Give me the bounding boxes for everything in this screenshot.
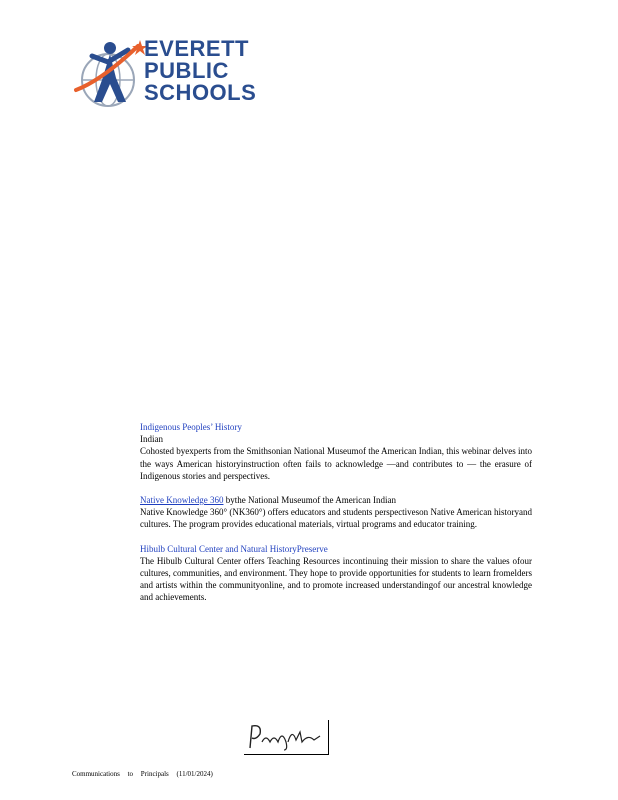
- resource-subheading: Indian: [140, 434, 163, 445]
- native-knowledge-360-link[interactable]: Native Knowledge 360: [140, 495, 224, 506]
- resource-body: Native Knowledge 360° (NK360°) offers educators and students perspectiveson Native American historyand cultures. The program provides educational materials, virtual programs and educator training.: [140, 507, 532, 530]
- resource-list: [140, 421, 532, 616]
- resource-title-tail: bythe National Museumof the American Indian: [225, 495, 396, 506]
- logo-line-1: EVERETT: [144, 36, 249, 61]
- resource-body: Cohosted byexperts from the Smithsonian National Museumof the American Indian, this webinar delves into the ways American historyinstruction often fails to acknowledge —and contributes to — the erasure of Indigenous stories and perspectives.: [140, 446, 532, 481]
- resource-title-line: [140, 494, 532, 506]
- resource-indigenous-history: [140, 421, 532, 482]
- signature: [244, 720, 329, 755]
- signature-icon: [244, 720, 324, 752]
- logo-emblem-icon: [72, 36, 148, 112]
- logo-line-2: PUBLIC: [144, 58, 229, 83]
- logo-line-3: SCHOOLS: [144, 80, 257, 105]
- resource-native-knowledge-360: [140, 494, 532, 531]
- resource-body: The Hibulb Cultural Center offers Teaching Resources incontinuing their mission to share the values ofour cultures, communities, and environment. They hope to provide opportunities for students to learn fromelders and artists within the communityonline, and to promote increased understandingof our ancestral knowledge and achievements.: [140, 555, 532, 603]
- page-footer: Communications to Principals (11/01/2024): [72, 770, 213, 778]
- resource-heading[interactable]: Hibulb Cultural Center and Natural HistoryPreserve: [140, 543, 328, 554]
- resource-hibulb-center: [140, 543, 532, 604]
- resource-heading[interactable]: Indigenous Peoples’ History: [140, 422, 242, 432]
- logo-wordmark: [144, 38, 256, 104]
